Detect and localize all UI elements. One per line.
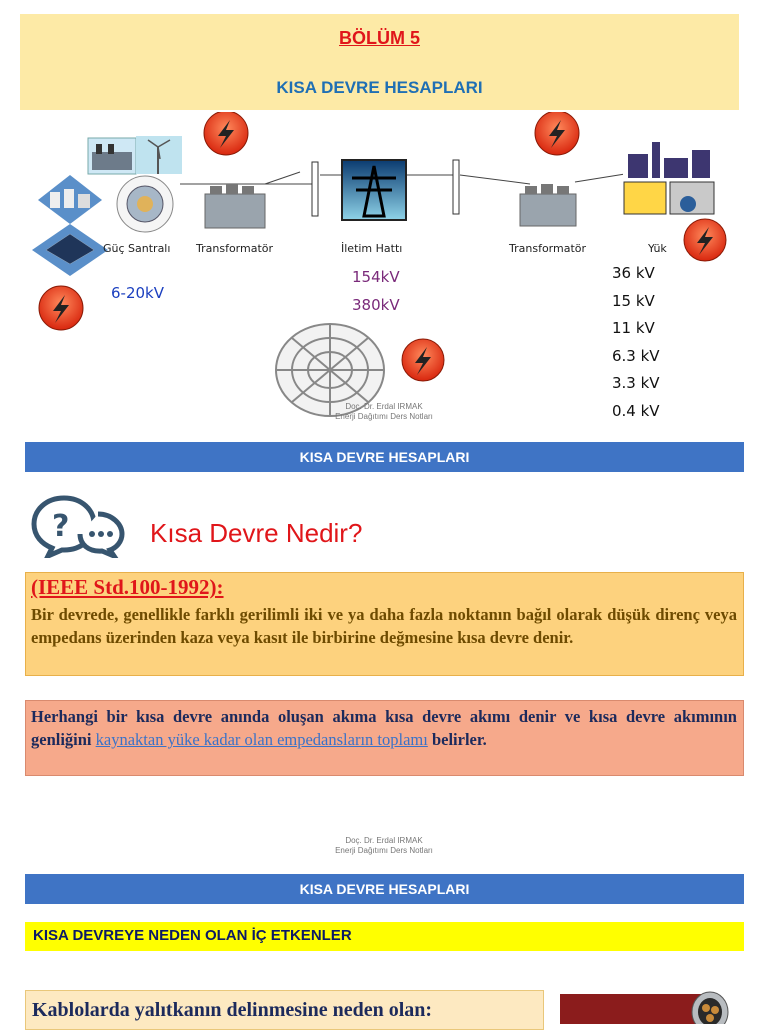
transformer-left-label: Transformatör: [196, 242, 274, 255]
cable-image: [560, 990, 740, 1024]
current-definition-box: [25, 700, 744, 776]
load-label: Yük: [648, 242, 667, 255]
watermark: [0, 402, 768, 422]
watermark-course: Enerji Dağıtımı Ders Notları: [335, 846, 433, 855]
distribution-voltage: 6.3 kV: [612, 347, 660, 365]
transmission-voltage: 380kV: [352, 296, 400, 314]
nuclear-plant-icon: [38, 175, 102, 224]
fault-bolt-icon: [204, 112, 248, 155]
generator-icon: [117, 176, 173, 232]
cable-heading-box: [25, 990, 544, 1030]
wind-turbine-icon: [136, 136, 182, 174]
watermark: [0, 836, 768, 856]
breaker-right: [453, 160, 459, 214]
factory-icon: [623, 142, 715, 178]
transformer-right-label: Transformatör: [509, 242, 587, 255]
chapter-title: BÖLÜM 5: [339, 28, 420, 48]
houses-icon: [624, 182, 714, 214]
section-header-bar: KISA DEVRE HESAPLARI: [25, 874, 744, 904]
ieee-definition-box: [25, 572, 744, 676]
impedance-link[interactable]: kaynaktan yüke kadar olan empedansların toplamı: [95, 730, 428, 749]
distribution-voltage: 3.3 kV: [612, 374, 660, 392]
section-header-bar: KISA DEVRE HESAPLARI: [25, 442, 744, 472]
fault-bolt-icon: [402, 339, 444, 381]
power-plant-label: Güç Santralı: [103, 242, 171, 255]
internal-factors-title: KISA DEVREYE NEDEN OLAN İÇ ETKENLER: [33, 927, 352, 944]
hydro-plant-icon: [88, 138, 136, 174]
ieee-heading: (IEEE Std.100-1992):: [31, 575, 224, 599]
fault-bolt-icon: [684, 219, 726, 261]
title-box: [20, 14, 739, 110]
fault-bolt-icon: [535, 112, 579, 155]
current-definition-text: [31, 705, 737, 751]
question-chat-icon: [30, 494, 126, 558]
ieee-definition-text: Bir devrede, genellikle farklı gerilimli iki ve ya daha fazla noktanın bağıl olarak düşük direnç veya empedans üzerinden kaza veya kasıt ile birbirine değmesine kısa devre denir.: [31, 605, 737, 647]
breaker-left: [312, 162, 318, 216]
definition-end: belirler.: [427, 730, 487, 749]
solar-panel-icon: [32, 224, 108, 276]
definition-start: Herhangi bir kısa devre anında oluşan akıma kısa devre akımı denir ve kısa devre akımının genliğini: [31, 707, 737, 749]
watermark-author: Doç. Dr. Erdal IRMAK: [345, 402, 423, 411]
chapter-subtitle: KISA DEVRE HESAPLARI: [276, 78, 483, 97]
svg-text:?: ?: [52, 509, 70, 544]
transmission-voltage: 154kV: [352, 268, 400, 286]
transformer-left-icon: [205, 184, 265, 228]
watermark-author: Doç. Dr. Erdal IRMAK: [345, 836, 423, 845]
distribution-voltage: 11 kV: [612, 319, 655, 337]
question-title: Kısa Devre Nedir?: [150, 518, 363, 548]
cable-heading: Kablolarda yalıtkanın delinmesine neden olan:: [32, 999, 433, 1021]
fault-bolt-icon: [39, 286, 83, 330]
distribution-voltage: 15 kV: [612, 292, 655, 310]
transformer-right-icon: [520, 184, 576, 226]
transmission-tower-icon: [342, 160, 406, 220]
generation-voltage: 6-20kV: [111, 284, 164, 302]
power-system-diagram: [0, 112, 768, 432]
internal-factors-bar: [25, 922, 744, 951]
distribution-voltage: 0.4 kV: [612, 402, 660, 420]
distribution-voltage: 36 kV: [612, 264, 655, 282]
watermark-course: Enerji Dağıtımı Ders Notları: [335, 412, 433, 421]
transmission-line-label: İletim Hattı: [341, 242, 403, 255]
